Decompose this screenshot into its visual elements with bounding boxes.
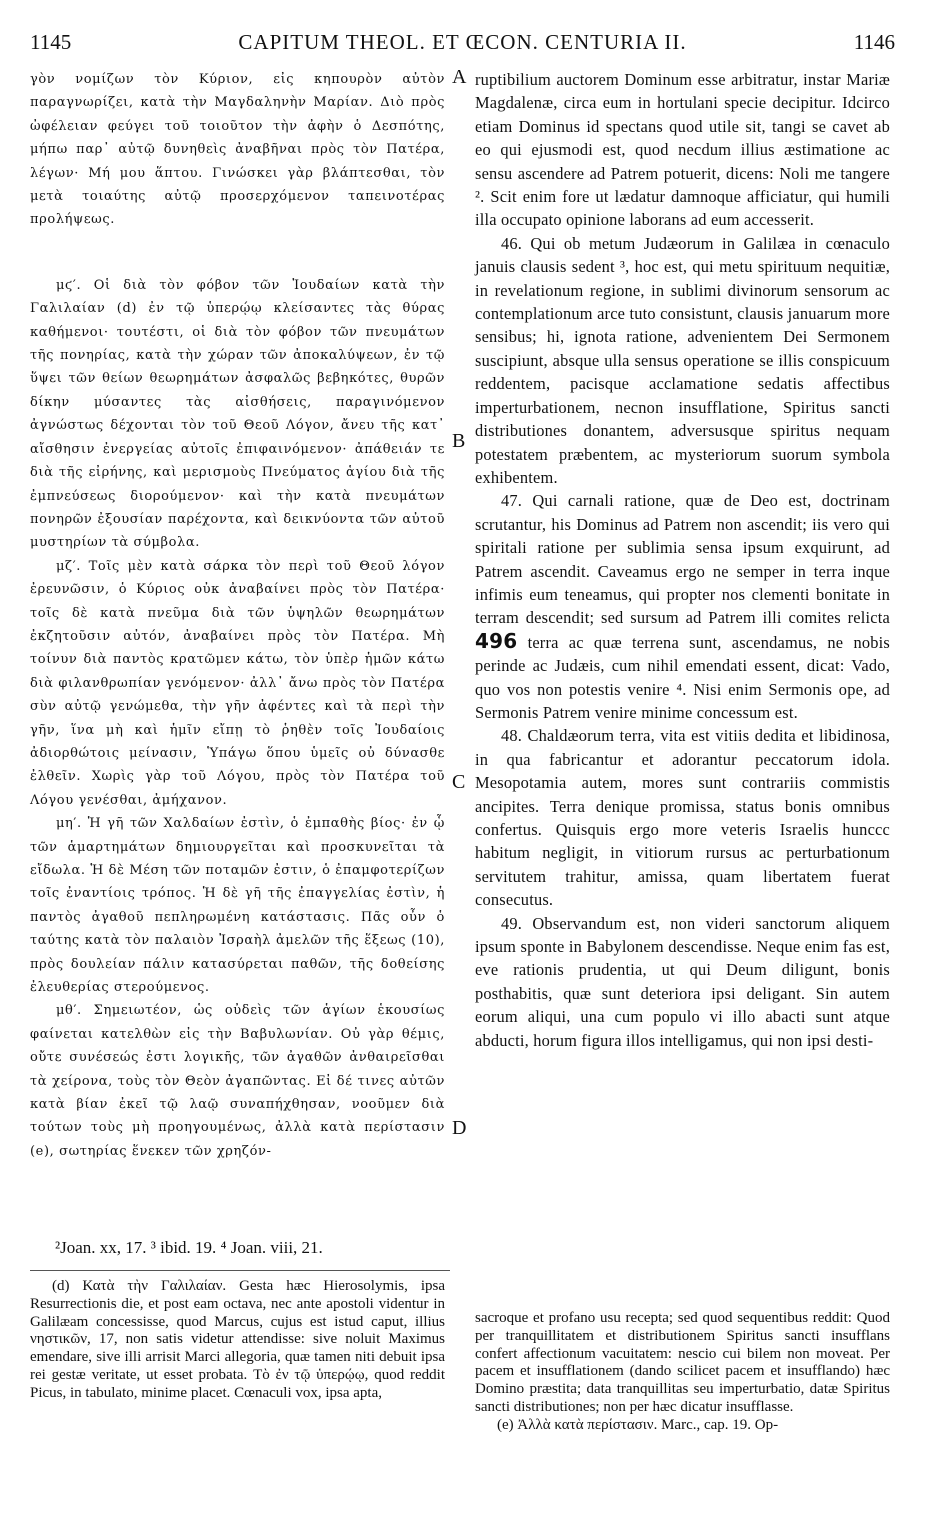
latin-paragraph: ruptibilium auctorem Dominum esse arbitratur, instar Mariæ Magdalenæ, circa eum in hortulani specie decipitur. Idcirco etiam Dominus id spectans quod utile sit, tangi se cavet ab eo qui ejusmodi est, quod necdum illius æstimatione ac sensu ascendere ad Patrem potuerit, dicens: Noli me tangere ². Scit enim fore ut lædatur damnoque afficiatur, qui humili illa occupato opinione laborans ad eum accesserit. — [475, 70, 890, 230]
running-header — [30, 30, 895, 60]
running-title: CAPITUM THEOL. ET ŒCON. CENTURIA II. — [238, 30, 687, 54]
latin-paragraph: 48. Chaldæorum terra, vita est vitiis dedita et libidinosa, in qua fabricantur et adorantur peccatorum idola. Mesopotamia autem, mores sunt contrariis commistis ancipites. Terra denique promissa, status bonis omnibus confertus. Quisquis ergo more veteris Israelis hunccc habitum negligit, in vitiorum rursus ac perturbationum servitutem trahitur, amissa, quam libertatem fuerat consecutus. — [475, 726, 890, 910]
scripture-references: ²Joan. xx, 17. ³ ibid. 19. ⁴ Joan. viii, 21. — [55, 1238, 323, 1257]
note-text: sacroque et profano usu recepta; sed quod sequentibus reddit: Quod per tranquillitatem et distributionem Spiritus sancti insufflans confert affectionum vacuitatem: nescio cui bilem non moveat. Per pacem et insufflationem (dando scilicet pacem et insufflando) hæc Domino præstita; data tranquillitas seu imperturbatio, datæ Spiritus sancti distributiones; non per hæc dicatur insufflasse. — [475, 1310, 890, 1415]
margin-marker: B — [452, 430, 466, 452]
greek-paragraph: μζ′. Τοῖς μὲν κατὰ σάρκα τὸν περὶ τοῦ Θεοῦ λόγον ἐρευνῶσιν, ὁ Κύριος οὐκ ἀναβαίνει πρὸς τὸν Πατέρα· τοῖς δὲ κατὰ πνεῦμα διὰ τῶν ὑψηλῶν θεωρημάτων ἐκζητοῦσιν αὐτόν, ἀναβαίνει πρὸς τὸν Πατέρα. Μὴ τοίνυν διὰ παντὸς κρατῶμεν κάτω, τὸν ὑπὲρ ἡμῶν κάτω διὰ φιλανθρωπίαν γενόμενον· ἀλλ᾽ ἄνω πρὸς τὸν Πατέρα σὺν αὐτῷ γενώμεθα, τὴν γῆν ἀφέντες καὶ τὰ περὶ τὴν γῆν, ἵνα μὴ καὶ ἡμῖν εἴπῃ τὸ ῥηθὲν τοῖς Ἰουδαίοις ἀδιορθώτοις μείνασιν, Ὑπάγω ὅπου ὑμεῖς οὐ δύνασθε ἐλθεῖν. Χωρὶς γὰρ τοῦ Λόγου, πρὸς τὸν Πατέρα τοῦ Λόγου γενέσθαι, ἀμήχανον. — [30, 558, 445, 808]
note-right — [475, 1310, 890, 1435]
left-page-number: 1145 — [30, 30, 72, 54]
margin-marker: A — [452, 66, 467, 88]
note-text: (e) Ἀλλὰ κατὰ περίστασιν. Marc., cap. 19. Op- — [497, 1416, 779, 1433]
margin-marker: D — [452, 1117, 467, 1139]
greek-paragraph: μη′. Ἡ γῆ τῶν Χαλδαίων ἐστὶν, ὁ ἐμπαθὴς βίος· ἐν ᾧ τῶν ἁμαρτημάτων δημιουργεῖται καὶ προσκυνεῖται τὰ εἴδωλα. Ἡ δὲ Μέση τῶν ποταμῶν ἐστιν, ὁ ἐπαμφοτερίζων τοῖς ἐναντίοις τρόπος. Ἡ δὲ γῆ τῆς ἐπαγγελίας ἐστὶν, ἡ παντὸς ἀγαθοῦ πεπληρωμένη κατάστασις. Πᾶς οὖν ὁ ταύτης κατὰ τὸν παλαιὸν Ἰσραὴλ ἀμελῶν τῆς ἕξεως (10), πρὸς δουλείαν πάλιν κατασύρεται παθῶν, τῆς δοθείσης ἐλευθερίας στερούμενος. — [30, 816, 445, 996]
column-number: 496 — [475, 628, 518, 653]
greek-paragraph: γὸν νομίζων τὸν Κύριον, εἰς κηπουρὸν αὐτὸν παραγνωρίζει, κατὰ τὴν Μαγδαληνὴν Μαρίαν. Διὸ πρὸς ὠφέλειαν φεύγει τοῦ τοιοῦτον τὴν ἀφὴν ὁ Δεσπότης, μήπω παρ᾽ αὐτῷ δυνηθεὶς ἀναβῆναι πρὸς τὸν Πατέρα, λέγων· Μή μου ἅπτου. Γινώσκει γὰρ βλάπτεσθαι, τὸν μετὰ τοιαύτης αὐτῷ προσερχόμενον ταπεινοτέρας προλήψεως. — [30, 72, 445, 228]
latin-paragraph — [475, 489, 890, 724]
note-text: (d) Κατὰ τὴν Γαλιλαίαν. Gesta hæc Hierosolymis, ipsa Resurrectionis die, et post eam octava, nec ante apostoli videntur in Galilæam concessisse, quod Marcus, cujus est istud caput, illius νηστικῶν, 17, non satis videtur attendisse: sive noluit Maximus emendare, sive illi arrisit Marci allegoria, quæ tamen niti debuit ipsa rei gestæ veritate, ut esset probata. Τὸ ἐν τῷ ὑπερῴῳ, quod reddit Picus, in tabulato, minime placet. Cœnaculi vox, ipsa apta, — [30, 1278, 445, 1401]
latin-paragraph: 46. Qui ob metum Judæorum in Galilæa in cœnaculo januis clausis sedent ³, hoc est, qui metu spirituum nequitiæ, in revelationum regione, in sublimi divinorum sensorum ac contemplationum arce tuto consistunt, clausis januarum more sensibus; hi, ignota ratione, advenientem Dei Sermonem suscipiunt, absque ulla sensus operatione se illis conspicuum reddentem, pacisque acclamatione sedatis affectibus imperturbationem, necnon insufflatione, Spiritus sancti distributiones donantem, adversusque spiritus nequam potestatem præbentem, ac mysteriorum suorum symbola exhibentem. — [475, 233, 890, 487]
greek-column — [30, 68, 445, 1163]
greek-paragraph: μϛ′. Οἱ διὰ τὸν φόβον τῶν Ἰουδαίων κατὰ τὴν Γαλιλαίαν (d) ἐν τῷ ὑπερῴῳ κλείσαντες τὰς θύρας καθήμενοι· τουτέστι, οἱ διὰ τὸν φόβον τῶν πνευμάτων τῆς πονηρίας, κατὰ τὴν χώραν τῶν ἀποκαλύψεων, ἐν τῷ ὕψει τῶν θείων θεωρημάτων ἀσφαλῶς βεβηκότες, θυρῶν δίκην μύσαντες τὰς αἰσθήσεις, παραγινόμενον ἀγνώστως δέχονται τὸν τοῦ Θεοῦ Λόγον, ἄνευ τῆς κατ᾽ αἴσθησιν ἐνεργείας αὐτοῖς ἐπιφαινόμενον· ἀπάθειάν τε διὰ τῆς εἰρήνης, καὶ μερισμοὺς Πνεύματος ἁγίου διὰ τῆς ἐμπνεύσεως διορούμενον· καὶ τὴν κατὰ πνευμάτων πονηρῶν ἐξουσίαν παρέχοντα, καὶ δεικνύοντα τῶν αὐτοῦ μυστηρίων τὰ σύμβολα. — [30, 277, 445, 551]
greek-paragraph: μθ′. Σημειωτέον, ὡς οὐδεὶς τῶν ἁγίων ἑκουσίως φαίνεται κατελθὼν εἰς τὴν Βαβυλωνίαν. Οὐ γὰρ θέμις, οὔτε συνέσεώς ἐστι λογικῆς, τῶν ἀγαθῶν ἀνθαιρεῖσθαι τὰ χείρονα, τοὺς τὸν Θεὸν ἀγαπῶντας. Εἰ δέ τινες αὐτῶν κατὰ βίαν ἐκεῖ τῷ λαῷ συναπήχθησαν, νοοῦμεν διὰ τούτων τοὺς μὴ προηγουμένως, ἀλλὰ κατὰ περίστασιν (e), σωτηρίας ἕνεκεν τῶν χρηζόν- — [30, 1003, 445, 1159]
latin-column — [475, 68, 890, 1052]
latin-paragraph: 49. Observandum est, non videri sanctorum aliquem ipsum sponte in Babylonem descendisse. Neque enim fas est, eve rationis prudentia, ut qui Deum diligunt, bonis posthabitis, quæ sunt deteriora ipsi deligant. Sin autem eorum aliqui, una cum populo vi illo abacti sunt atque abducti, horum figura illos intelligamus, qui non ipsi desti- — [475, 913, 890, 1050]
latin-text: terra ac quæ terrena sunt, ascendamus, ne nobis perinde ac Judæis, cum nihil emendati essent, dicat: Vado, quo vos non potestis venire ⁴. Nisi enim Sermonis ope, ad Sermonis Patrem venire minime concessum est. — [475, 632, 890, 722]
margin-marker: C — [452, 771, 466, 793]
divider — [30, 1270, 450, 1271]
right-page-number: 1146 — [853, 30, 895, 54]
latin-text: 47. Qui carnali ratione, quæ de Deo est, doctrinam scrutantur, his Dominus ad Patrem non ascendit; iis vero qui spiritali ratione per sublimia sensa ipsum exquirunt, ad Patrem ascendit. Caveamus ergo ne semper in terra inque infimis eum teneamus, qui propter nos clementi bonitate in terram descendit; sed sursum ad Patrem illi comites relicta — [475, 491, 890, 628]
note-left — [30, 1278, 445, 1403]
